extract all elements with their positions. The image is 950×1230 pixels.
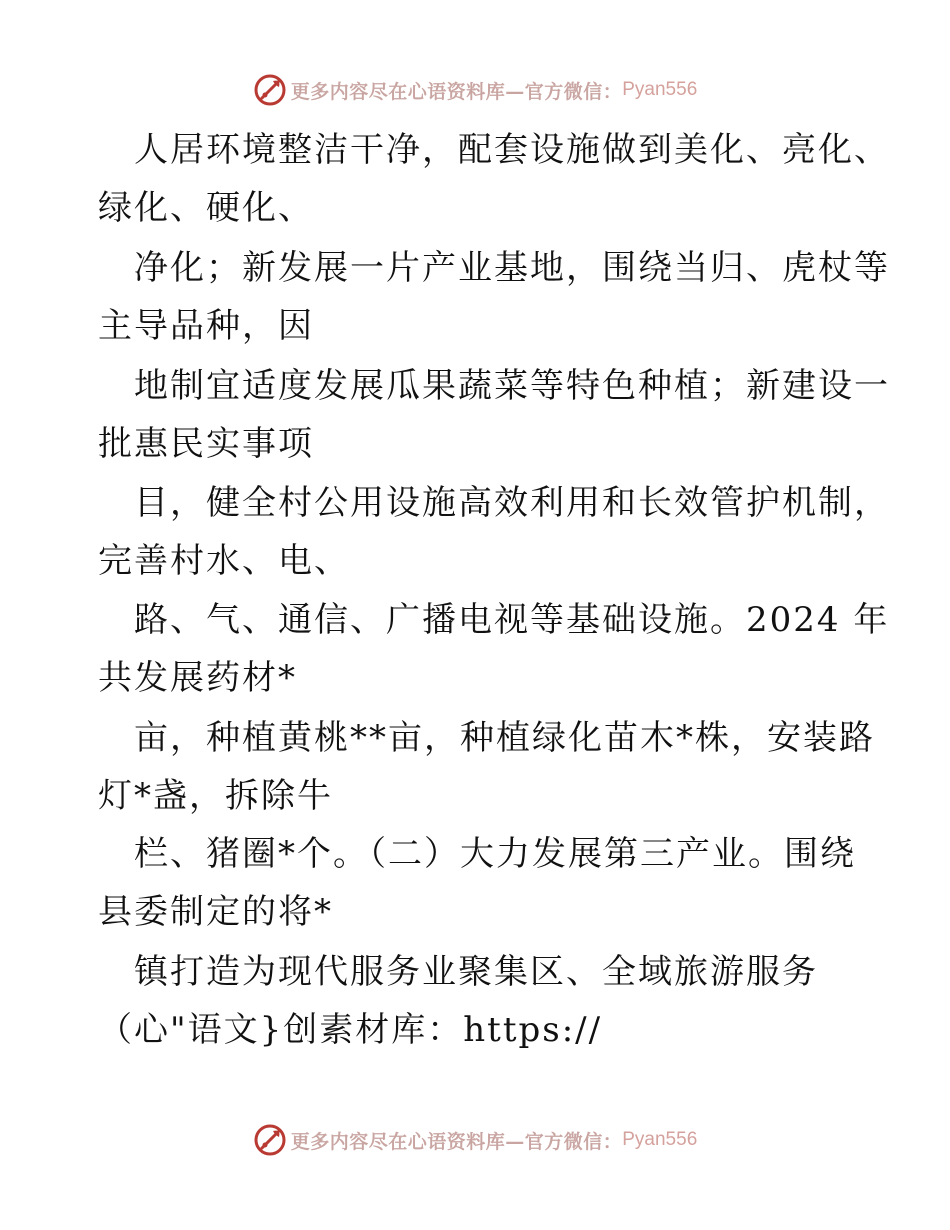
- banner-title: 更多内容尽在心语资料库—官方微信：: [290, 80, 623, 103]
- text-line: 批惠民实事项: [98, 424, 314, 464]
- text-line: 主导品种，因: [98, 306, 314, 346]
- footer-banner: [0, 1120, 950, 1160]
- text-line: 镇打造为现代服务业聚集区、全域旅游服务: [134, 952, 818, 992]
- footer-banner-title: 更多内容尽在心语资料库—官方微信：: [290, 1130, 623, 1153]
- text-line: 地制宜适度发展瓜果蔬菜等特色种植；新建设一: [134, 366, 890, 406]
- quill-seal-icon: [253, 1123, 287, 1157]
- text-line: 路、气、通信、广播电视等基础设施。2024 年: [134, 600, 890, 640]
- text-line: 净化；新发展一片产业基地，围绕当归、虎杖等: [134, 248, 890, 288]
- footer-banner-wechat-id: Pyan556: [622, 1129, 698, 1150]
- text-line: 共发展药材*: [98, 658, 297, 698]
- text-line: （心"语文}创素材库：https://: [98, 1010, 603, 1050]
- text-line: 亩，种植黄桃**亩，种植绿化苗木*株，安装路: [134, 718, 875, 758]
- text-line: 栏、猪圈*个。（二）大力发展第三产业。围绕: [134, 834, 856, 874]
- text-line: 人居环境整洁干净，配套设施做到美化、亮化、: [134, 130, 890, 170]
- banner-wechat-id: Pyan556: [622, 79, 698, 100]
- text-line: 完善村水、电、: [98, 541, 350, 581]
- text-line: 县委制定的将*: [98, 892, 333, 932]
- text-line: 绿化、硬化、: [98, 188, 314, 228]
- text-line: 目，健全村公用设施高效利用和长效管护机制，: [134, 483, 890, 523]
- text-line: 灯*盏，拆除牛: [98, 776, 333, 816]
